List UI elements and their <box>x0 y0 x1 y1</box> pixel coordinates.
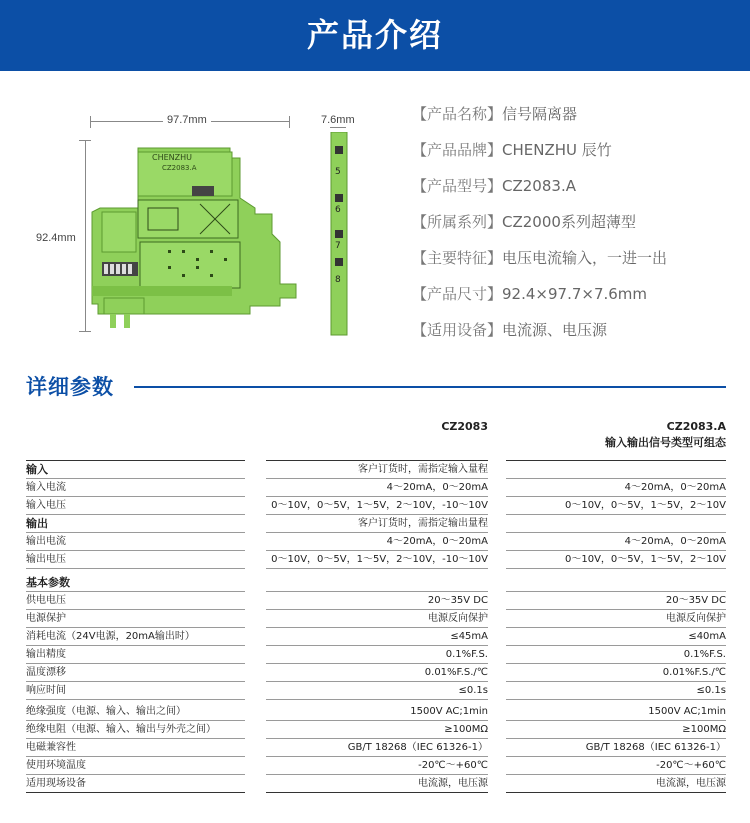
depth-label: 7.6mm <box>321 114 355 126</box>
brand-logo: CHENZHU <box>152 153 192 162</box>
side-number-7: 7 <box>335 241 341 251</box>
spec-row-response-time: 响应时间 ≤0.1s ≤0.1s <box>0 682 750 700</box>
width-dimension-tick <box>289 116 290 128</box>
side-number-6: 6 <box>335 205 341 215</box>
spec-row-input-current: 输入电流 4～20mA，0～20mA 4～20mA，0～20mA <box>0 479 750 497</box>
model-print: CZ2083.A <box>162 164 197 172</box>
spec-row-input-voltage: 输入电压 0～10V，0～5V，1～5V，2～10V，-10～10V 0～10V，0～5V，1～5V，2～10V <box>0 497 750 515</box>
info-row-name: 【产品名称】信号隔离器 <box>412 105 578 123</box>
device-front-view <box>90 138 298 334</box>
spec-row-current-consumption: 消耗电流（24V电源，20mA输出时） ≤45mA ≤40mA <box>0 628 750 646</box>
spec-row-power-protection: 电源保护 电源反向保护 电源反向保护 <box>0 610 750 628</box>
product-info-list <box>412 100 742 352</box>
spec-row-supply-voltage: 供电电压 20～35V DC 20～35V DC <box>0 592 750 610</box>
page-title: 产品介绍 <box>306 16 443 54</box>
height-label: 92.4mm <box>36 232 76 244</box>
section-divider <box>134 386 726 388</box>
col2-subtitle: 输入输出信号类型可组态 <box>605 436 726 449</box>
spec-row-basic-params: 基本参数 <box>0 574 750 592</box>
spec-row-output-accuracy: 输出精度 0.1%F.S. 0.1%F.S. <box>0 646 750 664</box>
width-dimension-tick <box>90 116 91 128</box>
side-number-8: 8 <box>335 275 341 285</box>
height-dimension-line <box>85 140 86 332</box>
width-label: 97.7mm <box>163 114 211 126</box>
section-title: 详细参数 <box>26 375 114 399</box>
spec-row-output-voltage: 输出电压 0～10V，0～5V，1～5V，2～10V，-10～10V 0～10V，0～5V，1～5V，2～10V <box>0 551 750 569</box>
spec-row-output-current: 输出电流 4～20mA，0～20mA 4～20mA，0～20mA <box>0 533 750 551</box>
spec-row-insulation-resistance: 绝缘电阻（电源、输入、输出与外壳之间） ≥100MΩ ≥100MΩ <box>0 721 750 739</box>
spec-row-field-devices: 适用现场设备 电流源，电压源 电流源，电压源 <box>0 775 750 793</box>
spec-row-emc: 电磁兼容性 GB/T 18268（IEC 61326-1） GB/T 18268（IEC 61326-1） <box>0 739 750 757</box>
spec-row-ambient-temp: 使用环境温度 -20℃～+60℃ -20℃～+60℃ <box>0 757 750 775</box>
spec-row-temp-drift: 温度漂移 0.01%F.S./℃ 0.01%F.S./℃ <box>0 664 750 682</box>
device-side-view <box>329 132 349 337</box>
info-row-series: 【所属系列】CZ2000系列超薄型 <box>412 213 636 231</box>
depth-dimension-line <box>330 127 346 128</box>
spec-row-insulation-strength: 绝缘强度（电源、输入、输出之间） 1500V AC;1min 1500V AC;1min <box>0 703 750 721</box>
col1-title: CZ2083 <box>441 420 488 433</box>
info-row-features: 【主要特征】电压电流输入，一进一出 <box>412 249 668 267</box>
spec-row-output: 输出 客户订货时，需指定输出量程 <box>0 515 750 533</box>
info-row-size: 【产品尺寸】92.4×97.7×7.6mm <box>412 285 648 303</box>
side-number-5: 5 <box>335 167 341 177</box>
col2-title: CZ2083.A <box>666 420 726 433</box>
info-row-equipment: 【适用设备】电流源、电压源 <box>412 321 608 339</box>
info-row-model: 【产品型号】CZ2083.A <box>412 177 576 195</box>
spec-row-input: 输入 客户订货时，需指定输入量程 <box>0 461 750 479</box>
info-row-brand: 【产品品牌】CHENZHU 辰竹 <box>412 141 612 159</box>
